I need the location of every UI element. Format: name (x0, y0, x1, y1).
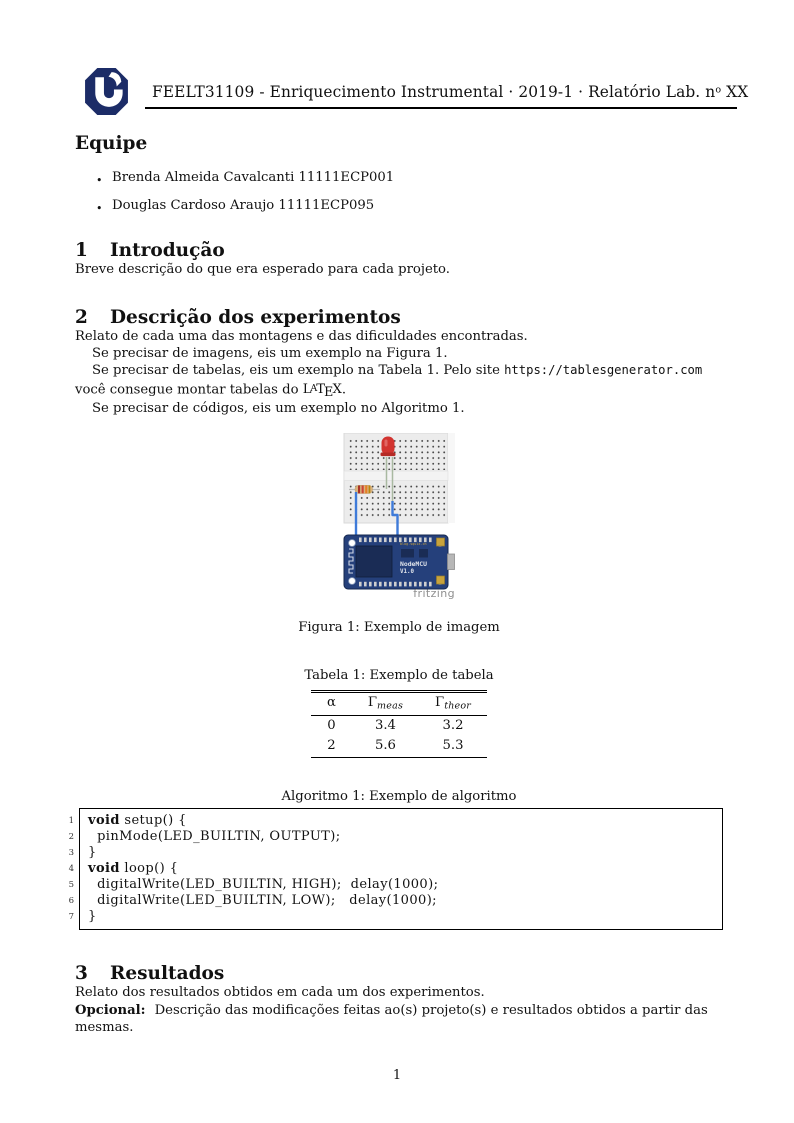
column-header: α (311, 693, 352, 716)
desc-paragraph-2: Se precisar de imagens, eis um exemplo na Figura 1. (92, 346, 448, 362)
code-line: digitalWrite(LED_BUILTIN, HIGH); delay(1000); (88, 876, 439, 892)
board-button (437, 538, 445, 546)
table-row: 0 3.4 3.2 (327, 718, 464, 734)
intro-paragraph: Breve descrição do que era esperado para cada projeto. (75, 261, 450, 277)
pin-header-row (359, 581, 432, 586)
board-version-text: V1.0 (400, 568, 414, 575)
latex-logo: LATEX (302, 382, 342, 399)
figure-1 (75, 433, 723, 635)
section-heading-descricao: 2 Descrição dos experimentos (75, 306, 401, 328)
table-1 (75, 668, 723, 763)
chip (401, 549, 414, 558)
desc-paragraph-1: Relato de cada uma das montagens e das dificuldades encontradas. (75, 328, 528, 344)
desc-paragraph-4: Se precisar de códigos, eis um exemplo no Algoritmo 1. (92, 401, 465, 417)
code-line: pinMode(LED_BUILTIN, OUTPUT); (88, 829, 341, 844)
table-caption: Tabela 1: Exemplo de tabela (304, 667, 494, 683)
column-header: Γmeas (352, 693, 419, 716)
board-button (437, 576, 445, 584)
equipe-heading: Equipe (75, 133, 148, 154)
column-header: Γtheor (419, 693, 487, 716)
mounting-hole (349, 577, 356, 584)
line-numbers: 1 2 3 4 5 6 7 (68, 816, 74, 922)
page-number: 1 (392, 1068, 402, 1083)
mounting-hole (349, 539, 356, 546)
ufu-logo-icon (84, 67, 129, 116)
section-heading-introducao: 1 Introdução (75, 239, 225, 261)
board-name-text: NodeMCU (400, 559, 427, 568)
code-line: void loop() { (88, 860, 179, 876)
code-line: void setup() { (88, 813, 187, 829)
algorithm-caption: Algoritmo 1: Exemplo de algoritmo (281, 789, 517, 805)
team-member-list (96, 170, 723, 213)
breadboard-channel (344, 471, 448, 481)
opcional-paragraph: Opcional: Descrição das modificações feitas ao(s) projeto(s) e resultados obtidos a partir das mesmas. (75, 1002, 708, 1036)
opcional-label: Opcional: (75, 1002, 146, 1018)
resultados-paragraph: Relato dos resultados obtidos em cada um dos experimentos. (75, 985, 485, 1001)
fritzing-watermark: fritzing (413, 586, 455, 600)
bullet-icon: • (96, 174, 103, 187)
led-flange (381, 452, 396, 456)
board-url-text: blog.squix.ch (400, 541, 427, 546)
example-table (311, 692, 487, 758)
table-row: 2 5.6 5.3 (311, 736, 487, 758)
usb-connector (448, 554, 455, 570)
code-line: digitalWrite(LED_BUILTIN, LOW); delay(1000); (88, 892, 437, 908)
list-item: • Douglas Cardoso Araujo 11111ECP095 (96, 197, 375, 215)
tablesgenerator-link[interactable]: https://tablesgenerator.com (504, 363, 703, 378)
code-listing (79, 808, 723, 930)
table-header-row (311, 693, 487, 716)
table-rules (311, 690, 487, 759)
esp8266-module (356, 546, 392, 577)
led-icon (382, 436, 395, 455)
bullet-icon: • (96, 201, 103, 215)
header-rule (145, 107, 737, 109)
desc-paragraph-3: Se precisar de tabelas, eis um exemplo na Tabela 1. Pelo site https://tablesgenerator.com você consegue montar tabelas do LATEX. (75, 363, 703, 399)
header-superscript-o: o (715, 84, 722, 96)
algorithm-1 (68, 789, 723, 930)
code-line: } (88, 844, 97, 860)
breadboard-nodemcu-image (343, 433, 455, 590)
antenna-trace (349, 549, 353, 573)
figure-caption: Figura 1: Exemplo de imagem (298, 619, 500, 635)
code-line: } (88, 908, 97, 924)
section-heading-resultados: 3 Resultados (75, 963, 225, 985)
chip (419, 549, 428, 558)
list-item: • Brenda Almeida Cavalcanti 11111ECP001 (96, 170, 395, 187)
report-header-title: FEELT31109 - Enriquecimento Instrumental · 2019-1 · Relatório Lab. $n^o$ XX (152, 83, 749, 101)
